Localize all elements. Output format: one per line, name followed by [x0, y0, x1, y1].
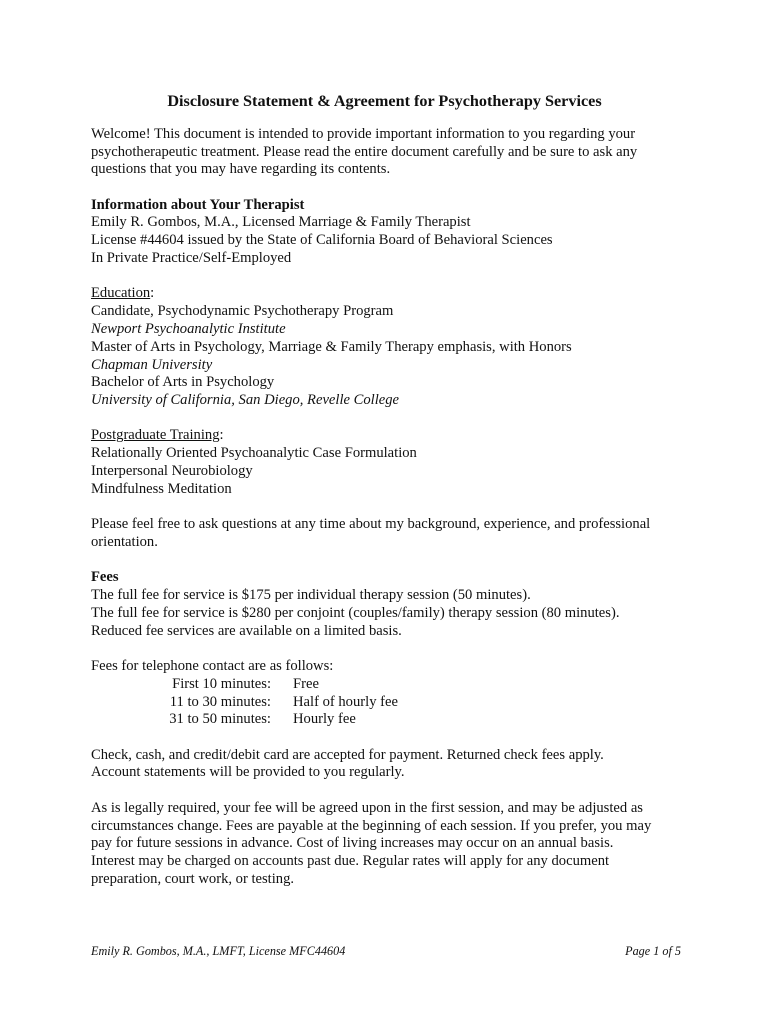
questions-line: Please feel free to ask questions at any time about my background, experience, and professional [91, 516, 651, 533]
legal-paragraph [91, 800, 691, 889]
therapist-heading: Information about Your Therapist [91, 196, 305, 213]
telephone-fee-value: Half of hourly fee [293, 693, 398, 710]
telephone-fee-label: First 10 minutes: [172, 675, 271, 692]
education-heading: Education [91, 285, 151, 302]
questions-line: orientation. [91, 533, 158, 550]
fees-line: The full fee for service is $280 per conjoint (couples/family) therapy session (80 minutes). [91, 604, 620, 621]
therapist-line: License #44604 issued by the State of California Board of Behavioral Sciences [91, 232, 553, 249]
telephone-fee-value: Hourly fee [293, 711, 356, 728]
training-section [91, 427, 691, 498]
legal-line: Interest may be charged on accounts past due. Regular rates will apply for any document [91, 853, 610, 870]
education-institution: Chapman University [91, 356, 213, 373]
telephone-fee-row [91, 711, 691, 729]
therapist-section [91, 197, 691, 268]
education-section [91, 285, 691, 410]
legal-line: preparation, court work, or testing. [91, 870, 295, 887]
education-line: Candidate, Psychodynamic Psychotherapy Program [91, 303, 394, 320]
education-heading-line [91, 285, 691, 303]
training-heading: Postgraduate Training [91, 427, 220, 444]
training-line: Relationally Oriented Psychoanalytic Case Formulation [91, 445, 417, 462]
therapist-line: Emily R. Gombos, M.A., Licensed Marriage & Family Therapist [91, 214, 471, 231]
training-heading-colon: : [219, 427, 224, 444]
fees-line: The full fee for service is $175 per individual therapy session (50 minutes). [91, 587, 531, 604]
fees-heading: Fees [91, 569, 119, 586]
page-number: Page 1 of 5 [625, 944, 681, 958]
training-heading-line [91, 427, 691, 445]
education-heading-colon: : [150, 285, 155, 302]
legal-line: As is legally required, your fee will be agreed upon in the first session, and may be adjusted as [91, 799, 643, 816]
telephone-fee-label: 31 to 50 minutes: [169, 711, 271, 728]
intro-paragraph [91, 126, 691, 179]
fees-line: Reduced fee services are available on a limited basis. [91, 622, 402, 639]
therapist-line: In Private Practice/Self-Employed [91, 250, 292, 267]
document-title: Disclosure Statement & Agreement for Psychotherapy Services [167, 92, 602, 110]
intro-line: psychotherapeutic treatment. Please read the entire document carefully and be sure to ask any [91, 143, 638, 160]
legal-line: circumstances change. Fees are payable at the beginning of each session. If you prefer, you may [91, 817, 652, 834]
document-body [91, 93, 691, 889]
telephone-fee-row [91, 694, 691, 712]
footer-author: Emily R. Gombos, M.A., LMFT, License MFC44604 [91, 944, 346, 958]
legal-line: pay for future sessions in advance. Cost of living increases may occur on an annual basis. [91, 835, 614, 852]
intro-line: questions that you may have regarding its contents. [91, 161, 391, 178]
fees-section [91, 569, 691, 640]
training-line: Interpersonal Neurobiology [91, 463, 253, 480]
training-line: Mindfulness Meditation [91, 480, 232, 497]
telephone-intro: Fees for telephone contact are as follows: [91, 657, 334, 674]
education-institution: Newport Psychoanalytic Institute [91, 320, 286, 337]
education-line: Master of Arts in Psychology, Marriage & Family Therapy emphasis, with Honors [91, 338, 572, 355]
payment-paragraph [91, 747, 691, 783]
intro-line: Welcome! This document is intended to provide important information to you regarding your [91, 125, 636, 142]
telephone-fee-label: 11 to 30 minutes: [169, 693, 271, 710]
telephone-fee-row [91, 676, 691, 694]
education-line: Bachelor of Arts in Psychology [91, 374, 275, 391]
payment-line: Check, cash, and credit/debit card are accepted for payment. Returned check fees apply. [91, 746, 604, 763]
telephone-fee-value: Free [293, 675, 319, 692]
page-footer [91, 944, 681, 959]
telephone-fees [91, 658, 691, 729]
education-institution: University of California, San Diego, Revelle College [91, 392, 400, 409]
payment-line: Account statements will be provided to you regularly. [91, 764, 405, 781]
questions-paragraph [91, 516, 691, 552]
